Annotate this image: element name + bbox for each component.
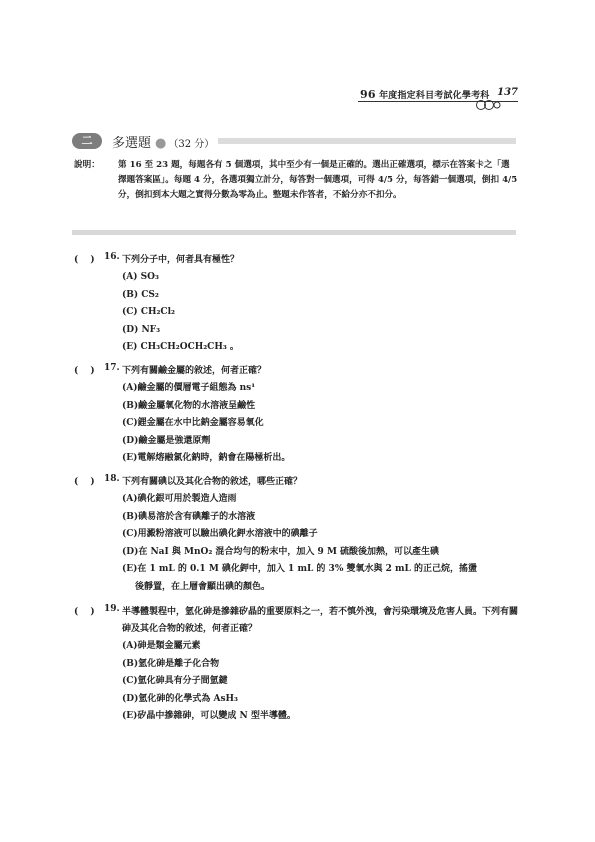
question-stem: 下列有關碘以及其化合物的敘述，哪些正確？ (122, 477, 303, 487)
option-a: (A) SO₃ (122, 272, 159, 282)
header-title: 96 年度指定科目考試化學考科 (360, 88, 490, 101)
bullet-icon: ● (155, 136, 167, 151)
question-19 (74, 604, 519, 726)
section-header (72, 133, 516, 149)
option-b: (B)碘易溶於含有碘離子的水溶液 (122, 511, 256, 522)
question-17 (74, 363, 519, 468)
question-stem: 半導體製程中，氫化砷是摻雜矽晶的重要原料之一，若不慎外洩，會污染環境及危害人員。下列有關砷及其化合物的敘述，何者正確？ (122, 607, 519, 634)
option-list (122, 638, 519, 726)
question-number: 19. (104, 604, 120, 614)
option-a: (A)鹼金屬的價層電子組態為 ns¹ (122, 383, 256, 393)
rings-ornament-icon (475, 100, 501, 112)
option-c: (C)用澱粉溶液可以驗出碘化鉀水溶液中的碘離子 (122, 529, 318, 539)
question-number: 17. (104, 363, 120, 373)
instructions-text: 第 16 至 23 題，每題各有 5 個選項，其中至少有一個是正確的。選出正確選項，標示在答案卡之「選擇題答案區」。每題 4 分，各選項獨立計分，每答對一個選項，可得 4/5 分，每答錯一個選項，倒扣 4/5 分，倒扣到本大題之實得分數為零為止。整題未作答者，不給分亦不扣分。 (118, 160, 518, 200)
option-list (122, 269, 519, 357)
option-e: (E)電解熔融氯化鈉時，鈉會在陽極析出。 (122, 453, 291, 463)
section-title: 多選題 ● （32 分） (108, 132, 218, 151)
option-b: (B)氫化砷是離子化合物 (122, 658, 220, 669)
question-16 (74, 252, 519, 357)
option-d: (D)氫化砷的化學式為 AsH₃ (122, 693, 238, 704)
instructions-label: 說明： (74, 160, 100, 170)
answer-blank[interactable]: ( ) (74, 366, 95, 376)
answer-blank[interactable]: ( ) (74, 607, 95, 617)
option-e-continuation: 後靜置，在上層會顯出碘的顏色。 (135, 581, 271, 592)
page-number: 137 (497, 87, 518, 98)
answer-blank[interactable]: ( ) (74, 477, 95, 487)
question-number: 16. (104, 252, 120, 262)
question-stem: 下列有關鹼金屬的敘述，何者正確？ (122, 366, 267, 376)
instructions (74, 158, 518, 203)
question-18 (74, 474, 519, 596)
section-badge: 二 (72, 133, 102, 149)
option-a: (A)砷是類金屬元素 (122, 641, 201, 651)
option-e: (E)矽晶中摻雜砷，可以變成 N 型半導體。 (122, 711, 296, 721)
option-d: (D)鹼金屬是強還原劑 (122, 435, 211, 446)
option-e: (E) CH₃CH₂OCH₂CH₃ 。 (122, 342, 239, 352)
question-stem: 下列分子中，何者具有極性？ (122, 255, 240, 265)
section-divider (72, 230, 516, 235)
option-list (122, 380, 519, 468)
option-b: (B) CS₂ (122, 289, 159, 300)
option-list (122, 491, 519, 596)
option-c: (C)氫化砷具有分子間氫鍵 (122, 676, 228, 686)
option-c: (C) CH₂Cl₂ (122, 307, 175, 317)
option-d: (D) NF₃ (122, 324, 161, 335)
option-c: (C)鋰金屬在水中比鈉金屬容易氧化 (122, 418, 264, 428)
option-a: (A)碘化銀可用於製造人造雨 (122, 494, 237, 504)
question-number: 18. (104, 474, 120, 484)
answer-blank[interactable]: ( ) (74, 255, 95, 265)
option-e: (E)在 1 mL 的 0.1 M 碘化鉀中，加入 1 mL 的 3% 雙氧水與 2 mL 的正己烷，搖盪 (122, 564, 478, 574)
option-d: (D)在 NaI 與 MnO₂ 混合均勻的粉末中，加入 9 M 硫酸後加熱，可以產生碘 (122, 546, 440, 557)
option-b: (B)鹼金屬氧化物的水溶液呈鹼性 (122, 400, 256, 411)
